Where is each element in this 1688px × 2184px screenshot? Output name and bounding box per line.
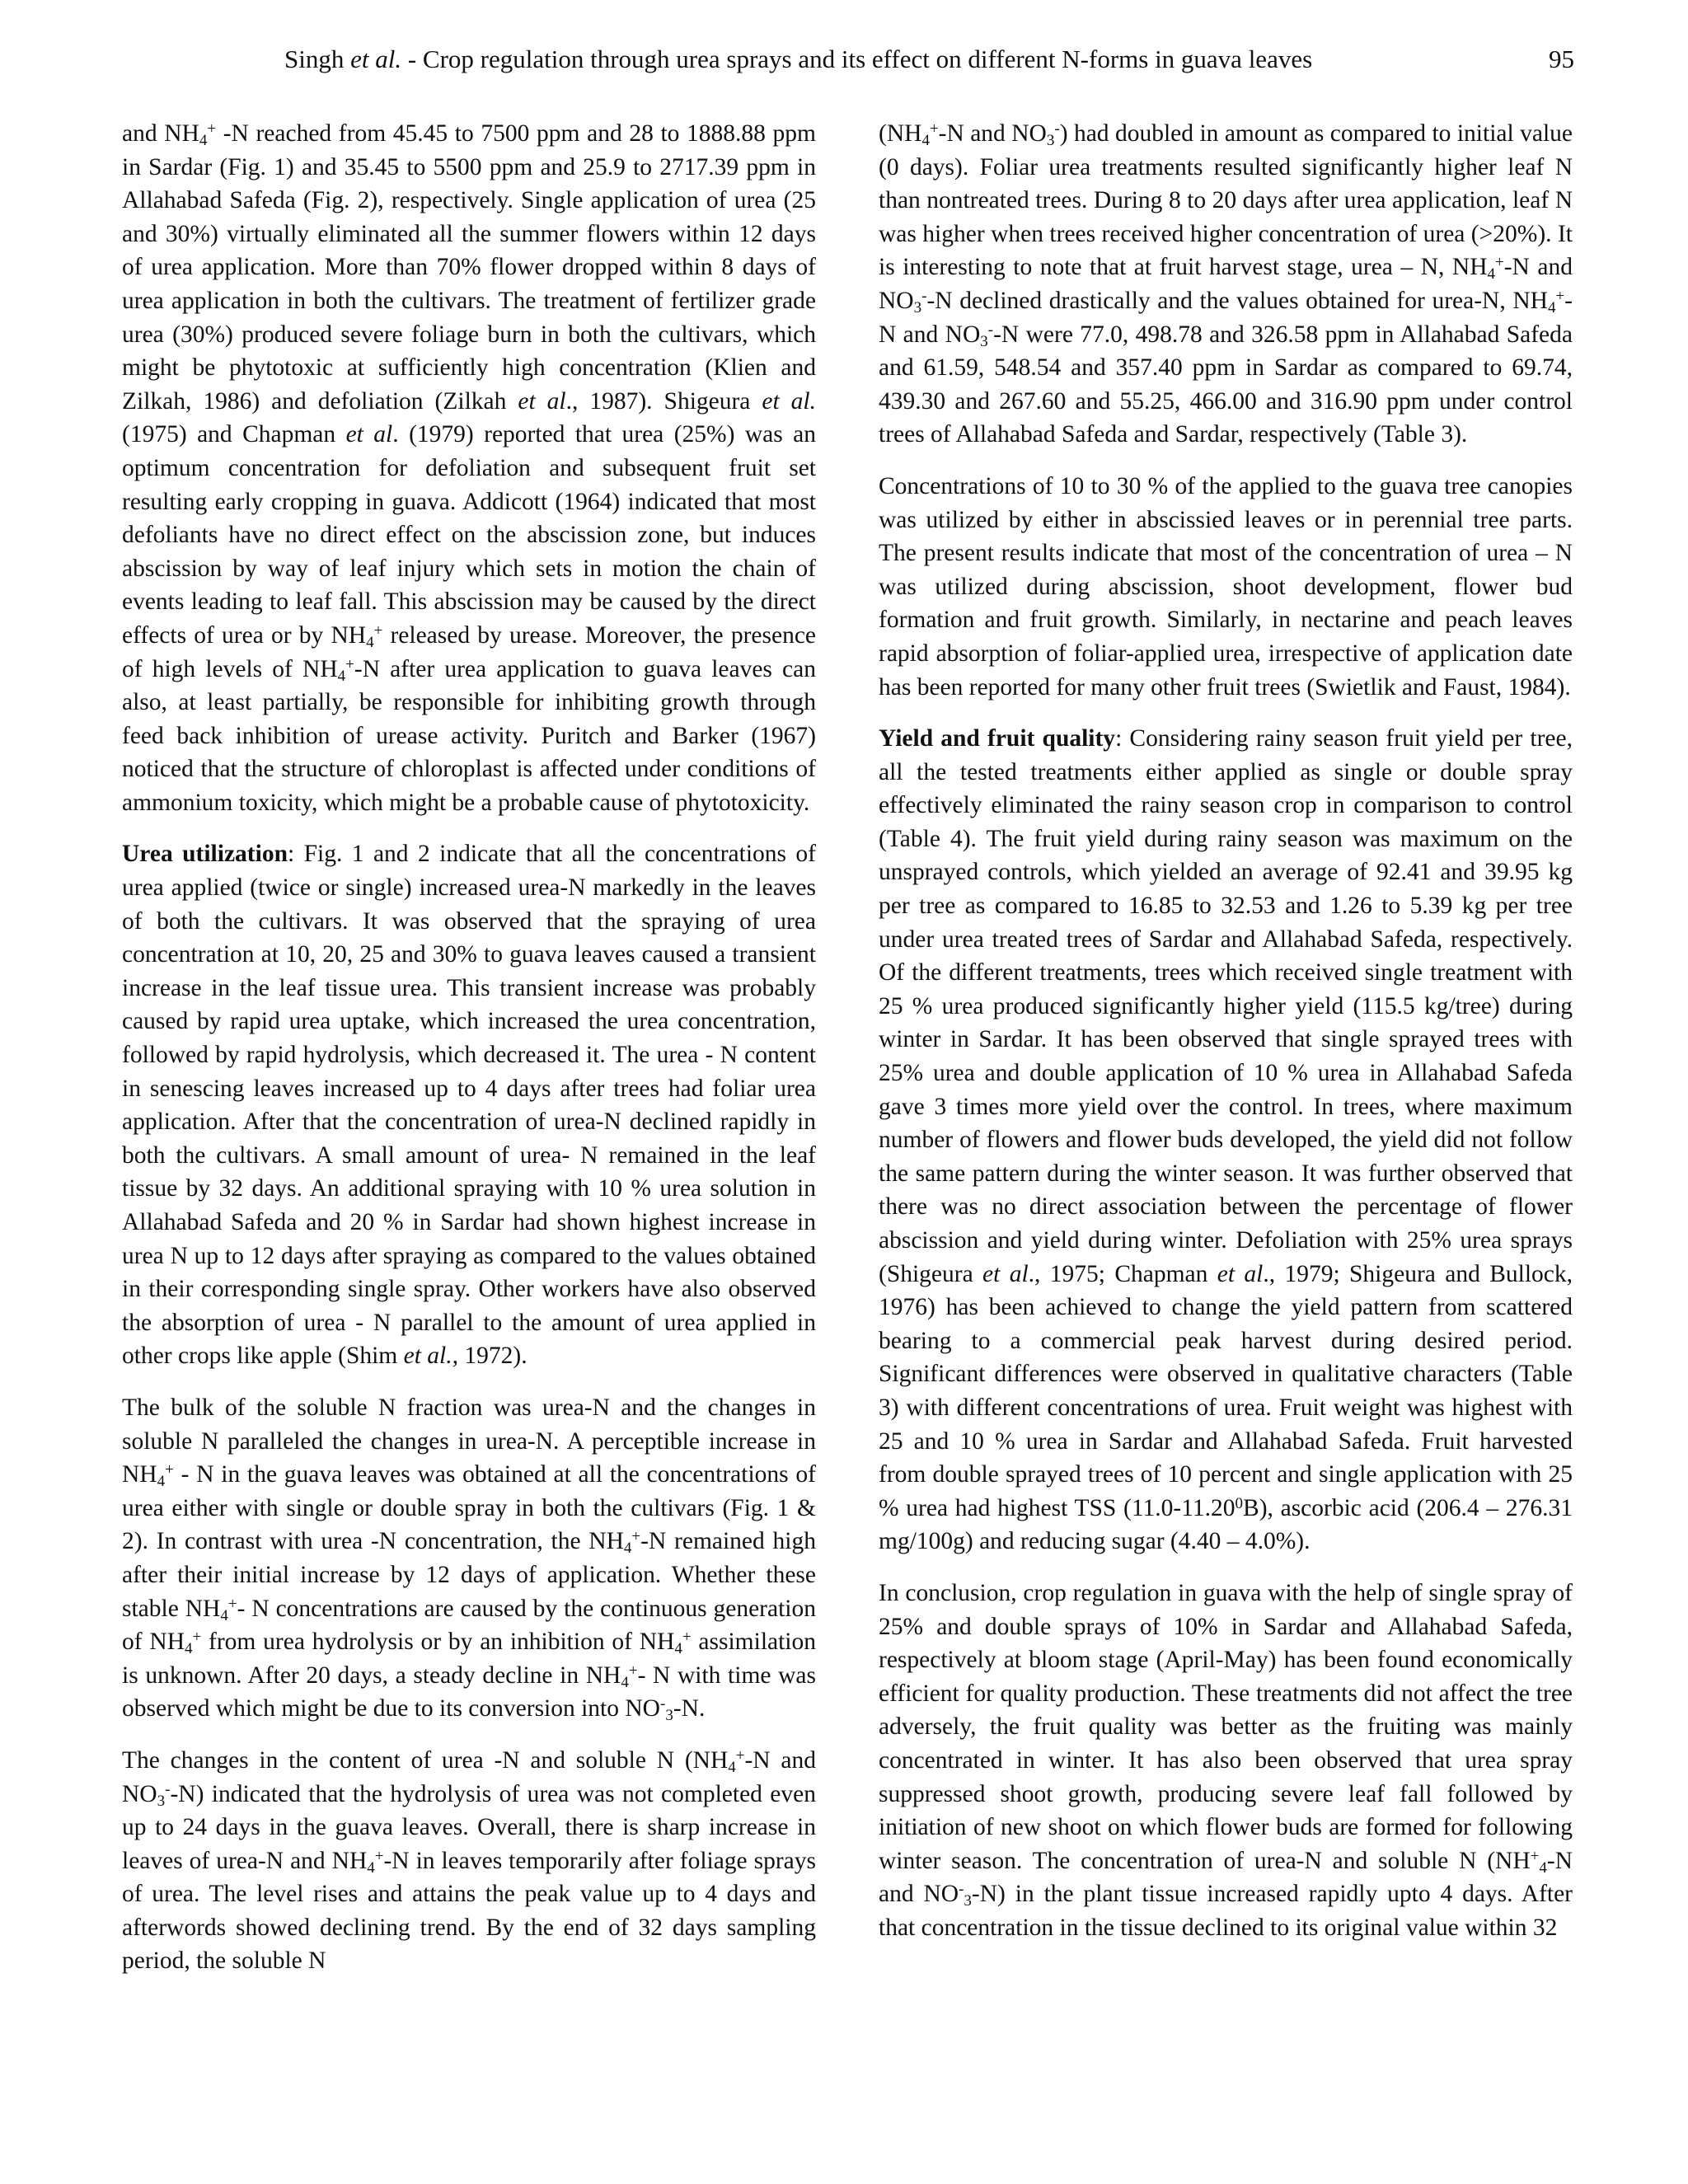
text-run: (1975) and Chapman xyxy=(122,421,346,448)
text-run: assimilation is unknown. After 20 days, a steady decline in NH xyxy=(122,1629,816,1689)
superscript: + xyxy=(735,1746,745,1765)
superscript: + xyxy=(1530,1847,1540,1865)
running-title xyxy=(284,43,1312,76)
text-run: : Fig. 1 and 2 indicate that all the concentrations of urea applied (twice or single) increased urea-N markedly in the leaves of both the cultivars. It was observed that the spraying of urea concentration at 10, 20, 25 and 30% to guava leaves caused a transient increase in the leaf tissue urea. This transient increase was probably caused by rapid urea uptake, which increased the urea concentration, followed by rapid hydrolysis, which decreased it. The urea - N content in senescing leaves increased up to 4 days after trees had foliar urea application. After that the concentration of urea-N declined rapidly in both the cultivars. A small amount of urea- N remained in the leaf tissue by 32 days. An additional spraying with 10 % urea solution in Allahabad Safeda and 20 % in Sardar had shown highest increase in urea N up to 12 days after spraying as compared to the values obtained in their corresponding single spray. Other workers have also observed the absorption of urea - N parallel to the amount of urea applied in other crops like apple (Shim xyxy=(122,841,816,1370)
paragraph xyxy=(879,1577,1573,1945)
superscript: - xyxy=(921,287,927,305)
italic-text: et al. xyxy=(762,387,816,415)
subscript: 4 xyxy=(674,1640,682,1658)
text-run: from urea hydrolysis or by an inhibition of NH xyxy=(201,1629,675,1656)
superscript: + xyxy=(628,1661,638,1680)
left-column xyxy=(122,117,816,1978)
text-run: -N reached from 45.45 to 7500 ppm and 28 to 1888.88 ppm in Sardar (Fig. 1) and 35.45 to 5500 ppm and 25.9 to 2717.39 ppm in Allahabad Safeda (Fig. 2), respectively. Single application of urea (25 and 30%) virtually eliminated all the summer flowers within 12 days of urea application. More than 70% flower dropped within 8 days of urea application in both the cultivars. The treatment of fertilizer grade urea (30%) produced severe foliage burn in both the cultivars, which might be phytotoxic at sufficiently high concentration (Klien and Zilkah, 1986) and defoliation (Zilkah xyxy=(122,120,817,415)
text-run: - N with time was observed which might be due to its conversion into NO xyxy=(122,1661,816,1722)
subscript: 4 xyxy=(1547,298,1556,316)
text-run: -N) indicated that the hydrolysis of urea was not completed even up to 24 days in the guava leaves. Overall, there is sharp increase in leaves of urea-N and NH xyxy=(122,1780,816,1874)
text-run: -N in leaves temporarily after foliage sprays of urea. The level rises and attains the peak value up to 4 days and afterwords showed declining trend. By the end of 32 days sampling period, the soluble N xyxy=(122,1847,816,1975)
text-run: -N declined drastically and the values obtained for urea-N, NH xyxy=(926,287,1548,314)
superscript: - xyxy=(959,1881,964,1899)
subscript: 3 xyxy=(157,1792,166,1810)
text-run: B), ascorbic acid (206.4 – 276.31 mg/100g) and reducing sugar (4.40 – 4.0%). xyxy=(879,1494,1573,1555)
italic-text: et al xyxy=(1217,1260,1264,1287)
subscript: 3 xyxy=(964,1892,972,1910)
subscript: 3 xyxy=(913,298,922,316)
subscript: 4 xyxy=(367,1858,375,1877)
italic-text: et al xyxy=(518,387,566,415)
superscript: + xyxy=(1555,287,1565,305)
superscript: + xyxy=(207,120,217,138)
text-run: and NH xyxy=(122,120,199,147)
subscript: 4 xyxy=(157,1473,166,1491)
subscript: 3 xyxy=(1046,132,1055,149)
subscript: 4 xyxy=(366,633,374,651)
paragraph xyxy=(879,470,1573,704)
text-run: -N after urea application to guava leaves can also, at least partially, be responsible for inhibiting growth through feed back inhibition of urease activity. Puritch and Barker (1967) noticed that the structure of chloroplast is affected under conditions of ammonium toxicity, which might be a probable cause of phytotoxicity. xyxy=(122,655,816,816)
page-number: 95 xyxy=(1549,45,1574,73)
text-run: - N concentrations are caused by the continuous generation of NH xyxy=(122,1595,816,1656)
text-run: (NH xyxy=(879,120,922,147)
text-run: -N. xyxy=(673,1695,706,1722)
superscript: + xyxy=(374,1847,384,1865)
paragraph xyxy=(122,837,816,1373)
text-run: -N remained high after their initial increase by 12 days of application. Whether these stable NH xyxy=(122,1528,816,1622)
superscript: - xyxy=(987,321,994,339)
superscript: - xyxy=(660,1695,666,1713)
paragraph xyxy=(122,1744,816,1978)
italic-text: et al. xyxy=(350,45,402,73)
paragraph xyxy=(879,117,1573,452)
paragraph xyxy=(122,1391,816,1726)
text-run: released by urease. Moreover, the presence of high levels of NH xyxy=(122,621,816,682)
superscript: + xyxy=(1495,254,1504,272)
section-heading: Urea utilization xyxy=(122,841,288,868)
superscript: - xyxy=(1054,120,1060,138)
italic-text: et al xyxy=(982,1260,1029,1287)
superscript: + xyxy=(345,655,354,673)
text-run: ., 1975; Chapman xyxy=(1028,1260,1217,1287)
paragraph xyxy=(122,117,816,819)
italic-text: et al xyxy=(345,421,393,448)
text-run: Singh xyxy=(284,45,345,73)
subscript: 4 xyxy=(623,1540,632,1558)
text-run: ., 1987). Shigeura xyxy=(565,387,762,415)
text-run: 1972). xyxy=(458,1343,528,1370)
text-run: ) had doubled in amount as compared to initial value (0 days). Foliar urea treatments resulted significantly higher leaf N than nontreated trees. During 8 to 20 days after urea application, leaf N was higher when trees received higher concentration of urea (>20%). It is interesting to note that at fruit harvest stage, urea – N, NH xyxy=(879,120,1573,281)
superscript: + xyxy=(373,621,383,640)
superscript: - xyxy=(165,1780,171,1798)
text-run: -N and NO xyxy=(879,287,1573,348)
text-run: . (1979) reported that urea (25%) was an optimum concentration for defoliation and subsequent fruit set resulting early cropping in guava. Addicott (1964) indicated that most defoliants have no direct effect on the abscission zone, but induces abscission by way of leaf injury which sets in motion the chain of events leading to leaf fall. This abscission may be caused by the direct effects of urea or by NH xyxy=(122,421,816,649)
subscript: 4 xyxy=(220,1606,228,1624)
text-run: -N and NO xyxy=(879,1847,1573,1908)
text-run: : Considering rainy season fruit yield per tree, all the tested treatments either applied as single or double spray effectively eliminated the rainy season crop in comparison to control (Table 4). The fruit yield during rainy season was maximum on the unsprayed controls, which yielded an average of 92.41 and 39.95 kg per tree as compared to 16.85 to 32.53 and 1.26 to 5.39 kg per tree under urea treated trees of Sardar and Allahabad Safeda, respectively. Of the different treatments, trees which received single treatment with 25 % urea produced significantly higher yield (115.5 kg/tree) during winter in Sardar. It has been observed that single sprayed trees with 25% urea and double application of 10 % urea in Allahabad Safeda gave 3 times more yield over the control. In trees, where maximum number of flowers and flower buds developed, the yield did not follow the same pattern during the winter season. It was further observed that there was no direct association between the percentage of flower abscission and yield during winter. Defoliation with 25% urea sprays (Shigeura xyxy=(879,725,1573,1287)
text-run: The bulk of the soluble N fraction was urea-N and the changes in soluble N paralleled the changes in urea-N. A perceptible increase in NH xyxy=(122,1394,816,1488)
superscript: + xyxy=(682,1629,692,1647)
text-run: - Crop regulation through urea sprays and its effect on different N-forms in guava leaves xyxy=(401,45,1313,73)
italic-text: et al., xyxy=(403,1343,459,1370)
text-run: ., 1979; Shigeura and Bullock, 1976) has been achieved to change the yield pattern from scattered bearing to a commercial peak harvest during desired period. Significant differences were observed in qualitative characters (Table 3) with different concentrations of urea. Fruit weight was highest with 25 and 10 % urea in Sardar and Allahabad Safeda. Fruit harvested from double sprayed trees of 10 percent and single application with 25 % urea had highest TSS (11.0-11.20 xyxy=(879,1260,1573,1521)
paragraph xyxy=(879,722,1573,1558)
text-run: -N and NO xyxy=(938,120,1047,147)
text-run: -N and NO xyxy=(879,254,1573,314)
superscript: + xyxy=(631,1528,641,1546)
subscript: 4 xyxy=(185,1640,193,1658)
text-run: -N) in the plant tissue increased rapidly upto 4 days. After that concentration in the tissue declined to its original value within 32 xyxy=(879,1881,1573,1941)
text-run: The changes in the content of urea -N and soluble N (NH xyxy=(122,1746,729,1774)
subscript: 4 xyxy=(199,132,208,149)
subscript: 3 xyxy=(980,332,988,350)
text-run: -N were 77.0, 498.78 and 326.58 ppm in Allahabad Safeda and 61.59, 548.54 and 357.40 ppm in Sardar as compared to 69.74, 439.30 and 267.60 and 55.25, 466.00 and 316.90 ppm under control trees of Allahabad Safeda and Sardar, respectively (Table 3). xyxy=(879,321,1573,448)
subscript: 4 xyxy=(621,1673,629,1691)
running-header xyxy=(115,43,1574,84)
subscript: 4 xyxy=(1487,265,1496,284)
superscript: + xyxy=(165,1461,174,1479)
right-column xyxy=(879,117,1573,1944)
text-run: In conclusion, crop regulation in guava with the help of single spray of 25% and double sprays of 10% in Sardar and Allahabad Safeda, respectively at bloom stage (April-May) has been found economically efficient for quality production. These treatments did not affect the tree adversely, the fruit quality was better as the fruiting was mainly concentrated in winter. It has also been observed that urea spray suppressed shoot growth, producing severe leaf fall followed by initiation of new shoot on which flower buds are formed for following winter season. The concentration of urea-N and soluble N (NH xyxy=(879,1579,1573,1874)
superscript: + xyxy=(227,1595,237,1613)
text-run: Concentrations of 10 to 30 % of the applied to the guava tree canopies was utilized by either in abscissied leaves or in perennial tree parts. The present results indicate that most of the concentration of urea – N was utilized during abscission, shoot development, flower bud formation and fruit growth. Similarly, in nectarine and peach leaves rapid absorption of foliar-applied urea, irrespective of application date has been reported for many other fruit trees (Swietlik and Faust, 1984). xyxy=(879,472,1573,701)
subscript: 4 xyxy=(921,132,930,149)
subscript: 4 xyxy=(728,1758,736,1776)
section-heading: Yield and fruit quality xyxy=(879,725,1116,752)
text-run: - N in the guava leaves was obtained at all the concentrations of urea either with single or double spray in both the cultivars (Fig. 1 & 2). In contrast with urea -N concentration, the NH xyxy=(122,1461,816,1555)
superscript: + xyxy=(929,120,939,138)
subscript: 3 xyxy=(665,1707,673,1725)
superscript: + xyxy=(192,1629,202,1647)
subscript: 4 xyxy=(337,667,346,685)
text-run: -N and NO xyxy=(122,1746,816,1807)
subscript: 4 xyxy=(1539,1858,1547,1877)
superscript: 0 xyxy=(1235,1494,1244,1512)
